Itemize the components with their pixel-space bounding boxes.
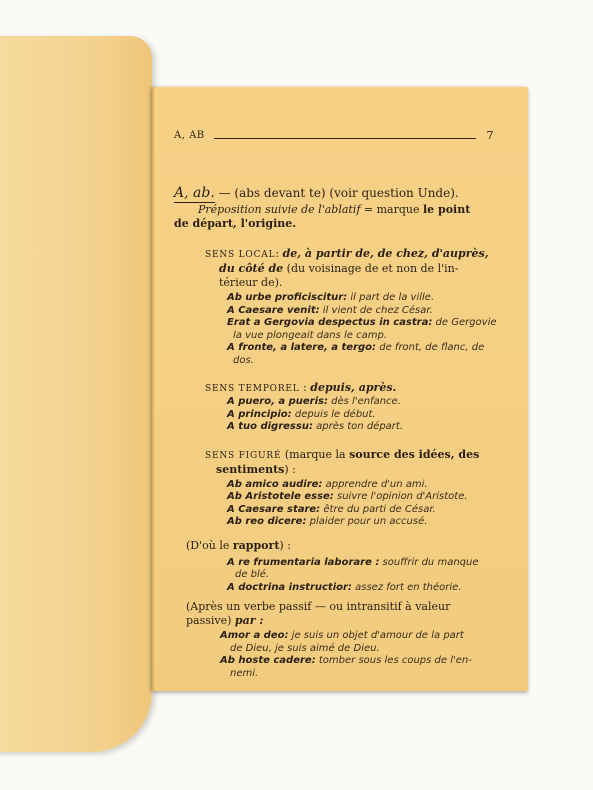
example-line: dos. <box>233 354 254 366</box>
example-line: Ab urbe proficiscitur: il part de la ville. <box>227 292 435 303</box>
example-line: A doctrina instructior: assez fort en théorie. <box>227 581 462 593</box>
example-line: A tuo digressu: après ton départ. <box>227 421 404 432</box>
sens-figure-text: (marque la <box>281 447 350 461</box>
rapport-examples <box>174 557 509 595</box>
running-head: A, AB <box>174 130 205 141</box>
right-page <box>152 87 528 691</box>
entry-line-1-rest: (abs devant te) (voir question Unde). <box>230 186 459 200</box>
example-line: Ab Aristotele esse: suivre l'opinion d'Aristote. <box>227 491 468 502</box>
sens-local-line-2 <box>174 262 509 276</box>
passif-italic: par : <box>234 614 264 627</box>
example-line: la vue plongeait dans le camp. <box>233 329 387 341</box>
example-line: de blé. <box>235 569 270 580</box>
entry-line-3: de départ, l'origine. <box>174 217 297 230</box>
example-line: A fronte, a latere, a tergo: de front, de flanc, de <box>227 342 485 353</box>
example-line: A Caesare venit: il vient de chez César. <box>227 304 433 316</box>
rapport-rest: ) : <box>279 538 291 552</box>
sens-figure-rest: ) : <box>284 462 296 476</box>
rapport-bold: rapport <box>232 538 280 552</box>
sens-figure-label: SENS FIGURÉ <box>205 450 282 461</box>
sens-local-colon: : <box>275 247 283 260</box>
sens-local-examples <box>174 292 509 367</box>
example-line: A re frumentaria laborare : souffrir du manque <box>227 556 479 568</box>
example-line: Amor a deo: je suis un objet d'amour de la part <box>220 630 464 641</box>
sens-temporel-examples <box>174 396 509 434</box>
sens-local-def-1: de, à partir de, de chez, d'auprès, <box>282 247 489 260</box>
headword-dash: — <box>214 186 231 200</box>
sens-figure-bold-2: sentiments <box>216 462 285 476</box>
example-line: Ab hoste cadere: tomber sous les coups de l'en- <box>220 655 472 666</box>
example-line: A principio: depuis le début. <box>227 408 376 420</box>
example-line: de Dieu, je suis aimé de Dieu. <box>230 642 380 654</box>
example-line: Erat a Gergovia despectus in castra: de Gergovie <box>227 317 497 328</box>
example-line: A puero, a pueris: dès l'enfance. <box>227 396 401 407</box>
left-page <box>0 36 152 752</box>
example-line: A Caesare stare: être du parti de César. <box>227 503 436 515</box>
sens-temporel-colon: : <box>299 381 311 394</box>
entry-line-2-italic: Préposition suivie de l'ablatif <box>198 203 361 216</box>
example-line: nemi. <box>230 667 259 679</box>
sens-local-def-2-rest: (du voisinage de et non de l'in- <box>283 262 459 275</box>
entry-line-2-bold: le point <box>423 203 471 216</box>
example-line: Ab amico audire: apprendre d'un ami. <box>227 478 428 490</box>
page-number: 7 <box>486 129 494 142</box>
sens-local-line-3: térieur de). <box>219 276 283 289</box>
sens-local-line-1 <box>174 247 509 262</box>
sens-figure-examples <box>174 479 509 529</box>
passif-examples <box>174 630 509 680</box>
header-rule <box>214 138 476 139</box>
dictionary-entry <box>174 185 509 680</box>
sens-local-label: SENS LOCAL <box>205 250 276 260</box>
rapport-line <box>174 539 509 553</box>
headword: A, ab. <box>174 185 215 201</box>
sens-local-def-2-bold: du côté de <box>219 262 284 275</box>
entry-line-2-eq: = marque <box>360 203 423 216</box>
sens-figure-line-1 <box>174 448 509 463</box>
entry-line-2 <box>174 203 509 217</box>
passif-line-2 <box>174 614 509 628</box>
sens-temporel-line <box>174 381 509 396</box>
sens-temporel-label: SENS TEMPOREL <box>205 384 300 394</box>
passif-text: passive) <box>186 614 235 627</box>
example-line: Ab reo dicere: plaider pour un accusé. <box>227 516 428 527</box>
entry-line-1 <box>174 185 509 201</box>
sens-temporel-def: depuis, après. <box>310 381 397 394</box>
rapport-text: (D'où le <box>186 538 233 552</box>
sens-figure-bold: source des idées, des <box>349 447 480 461</box>
running-header <box>174 130 494 146</box>
passif-line-1: (Après un verbe passif — ou intransitif à valeur <box>186 600 451 613</box>
sens-figure-line-2 <box>174 463 509 477</box>
